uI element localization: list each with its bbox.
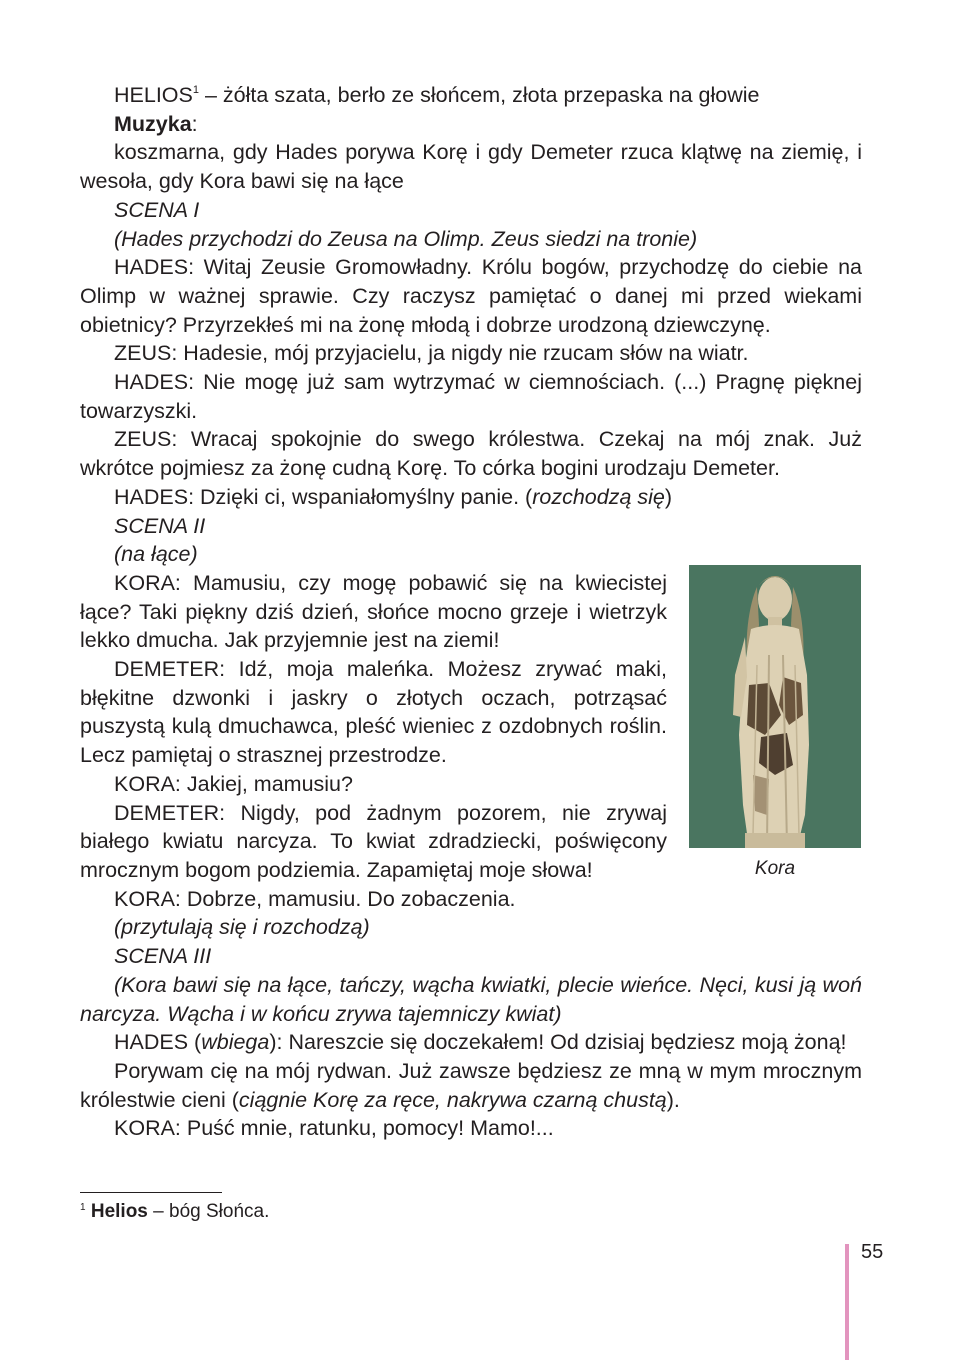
dialogue-line: DEMETER: Nigdy, pod żadnym pozorem, nie zrywaj białego kwiatu narcyza. To kwiat zdradziecki, poświęcony mrocznym bogom podziemia. Zapamiętaj moje słowa! <box>80 800 667 882</box>
stage-direction: (Kora bawi się na łące, tańczy, wącha kwiatki, plecie wieńce. Nęci, kusi ją woń narcyza. Wącha i w końcu zrywa tajemniczy kwiat) <box>80 972 862 1026</box>
dialogue-line: KORA: Jakiej, mamusiu? <box>114 771 353 796</box>
dialogue-line: ZEUS: Hadesie, mój przyjacielu, ja nigdy nie rzucam słów na wiatr. <box>114 341 749 366</box>
dialogue-line: HADES: Witaj Zeusie Gromowładny. Królu bogów, przychodzę do ciebie na Olimp w ważnej sprawie. Czy raczysz pamiętać o danej mi przed wiekami obietnicy? Przyrzekłeś mi na żonę młodą i dobrze urodzoną dziewczynę. <box>80 255 862 337</box>
dialogue-line: Porywam cię na mój rydwan. Już zawsze będziesz ze mną w mym mrocznym królestwie cieni (ciągnie Korę za ręce, nakrywa czarną chustą). <box>80 1058 862 1112</box>
dialogue-line: HADES: Nie mogę już sam wytrzymać w ciemnościach. (...) Pragnę pięknej towarzyszki. <box>80 370 862 423</box>
stage-direction: (przytulają się i rozchodzą) <box>114 915 370 940</box>
stage-direction: (Hades przychodzi do Zeusa na Olimp. Zeus siedzi na tronie) <box>114 226 698 251</box>
dialogue-line: KORA: Mamusiu, czy mogę pobawić się na kwiecistej łące? Taki piękny dziś dzień, słońce mocno grzeje i wietrzyk lekko dmucha. Jak przyjemnie jest na ziemi! <box>80 570 667 653</box>
scene-3-heading: SCENA III <box>114 944 212 969</box>
dialogue-line: ZEUS: Wracaj spokojnie do swego królestwa. Czekaj na mój znak. Już wkrótce pojmiesz za żonę cudną Korę. To córka bogini urodzaju Demeter. <box>80 427 862 481</box>
scene-1-heading: SCENA I <box>114 197 200 222</box>
dialogue-line: DEMETER: Idź, moja maleńka. Możesz zrywać maki, błękitne dzwonki i jaskry o złotych oczach, potrząsać puszystą kulą dmuchawca, pleść wieniec z ozdobnych roślin. Lecz pamiętaj o strasznej przestrodze. <box>80 657 667 768</box>
dialogue-line: KORA: Dobrze, mamusiu. Do zobaczenia. <box>114 886 516 911</box>
music-description: koszmarna, gdy Hades porywa Korę i gdy Demeter rzuca klątwę na ziemię, i wesoła, gdy Kora bawi się na łące <box>80 140 862 194</box>
dialogue-line: HADES (wbiega): Nareszcie się doczekałem! Od dzisiaj będziesz moją żoną! <box>114 1030 847 1055</box>
music-heading: Muzyka: <box>114 111 198 136</box>
kora-statue-photo <box>689 565 861 848</box>
scene-2-heading: SCENA II <box>114 513 206 538</box>
kora-statue-icon <box>689 565 861 848</box>
dialogue-line: KORA: Puść mnie, ratunku, pomocy! Mamo!... <box>114 1116 554 1141</box>
footnote-reference[interactable]: 1 <box>192 84 199 96</box>
footnote: $^1$ Helios – bóg Słońca. <box>80 1201 270 1222</box>
page-accent-bar <box>845 1244 849 1360</box>
footnote-divider <box>80 1192 222 1193</box>
dialogue-line: HADES: Dzięki ci, wspaniałomyślny panie. (rozchodzą się) <box>114 484 673 509</box>
page-number: 55 <box>861 1241 884 1263</box>
cast-helios: HELIOS$^1$ – żółta szata, berło ze słońcem, złota przepaska na głowie <box>114 83 760 107</box>
stage-direction: (na łące) <box>114 542 198 567</box>
figure-caption: Kora <box>754 858 796 879</box>
